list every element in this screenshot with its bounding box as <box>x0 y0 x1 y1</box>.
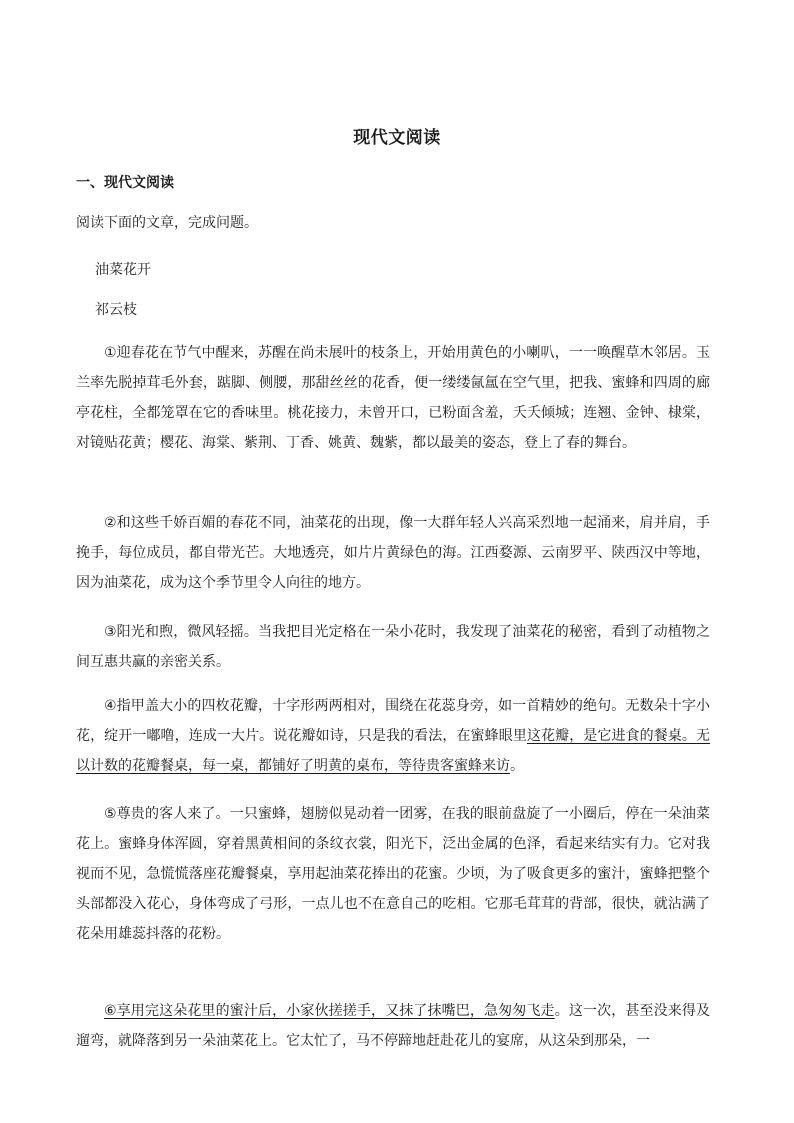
instruction-text: 阅读下面的文章，完成问题。 <box>76 215 258 231</box>
paragraph-5: ⑤尊贵的客人来了。一只蜜蜂，翅膀似晃动着一团雾，在我的眼前盘旋了一小圈后，停在一朵油菜花上。蜜蜂身体浑圆，穿着黑黄相间的条纹衣裳，阳光下，泛出金属的色泽，看起来结实有力。它对我视而不见，急慌慌落座花瓣餐桌，享用起油菜花捧出的花蜜。少顷，为了吸食更多的蜜汁，蜜蜂把整个头部都没入花心，身体弯成了弓形，一点儿也不在意自己的吃相。它那毛茸茸的背部，很快，就沾满了花朵用雄蕊抖落的花粉。 <box>76 806 710 942</box>
paragraph-4-text: ④指甲盖大小的四枚花瓣，十字形两两相对，围绕在花蕊身旁，如一首精妙的绝句。无数朵十字小花，绽开一嘟噜，连成一大片。说花瓣如诗，只是我的看法，在蜜蜂眼里 <box>76 698 710 744</box>
page-title: 现代文阅读 <box>353 128 441 148</box>
paragraph-3: ③阳光和煦，微风轻摇。当我把目光定格在一朵小花时，我发现了油菜花的秘密，看到了动植物之间互惠共赢的亲密关系。 <box>76 624 710 670</box>
paragraph-4-underlined-sentence: 这花瓣，是它进食的餐桌。无以计数的花瓣餐桌，每一桌，都铺好了明黄的桌布，等待贵客蜜蜂来访 <box>76 728 711 774</box>
paragraph-1: ①迎春花在节气中醒来，苏醒在尚未展叶的枝条上，开始用黄色的小喇叭，一一唤醒草木邻居。玉兰率先脱掉茸毛外套，踮脚、侧腰，那甜丝丝的花香，便一缕缕氤氲在空气里，把我、蜜蜂和四周的廊亭花柱，全都笼罩在它的香味里。桃花接力，未曾开口，已粉面含羞，夭夭倾城；连翘、金钟、棣棠，对镜贴花黄；樱花、海棠、紫荆、丁香、姚黄、魏紫，都以最美的姿态，登上了春的舞台。 <box>76 345 710 451</box>
section-heading: 一、现代文阅读 <box>76 175 174 191</box>
paragraph-4 <box>76 691 710 781</box>
article-title: 油菜花开 <box>95 262 151 278</box>
article-author: 祁云枝 <box>95 302 137 318</box>
paragraph-6-underlined-sentence: ⑥享用完这朵花里的蜜汁后，小家伙搓搓手，又抹了抹嘴巴，急匆匆飞走 <box>104 1003 555 1019</box>
paragraph-6-text: 。这一次，甚至没来得及遛弯，就降落到另一朵油菜花上。它太忙了，马不停蹄地赶赴花儿的宴席，从这朵到那朵，一 <box>76 1003 710 1049</box>
paragraph-4-end: 。 <box>510 758 524 774</box>
paragraph-2: ②和这些千娇百媚的春花不同，油菜花的出现，像一大群年轻人兴高采烈地一起涌来，肩并肩，手挽手，每位成员，都自带光芒。大地透亮，如片片黄绿色的海。江西婺源、云南罗平、陕西汉中等地，因为油菜花，成为这个季节里令人向往的地方。 <box>76 515 710 591</box>
paragraph-6 <box>76 996 710 1056</box>
